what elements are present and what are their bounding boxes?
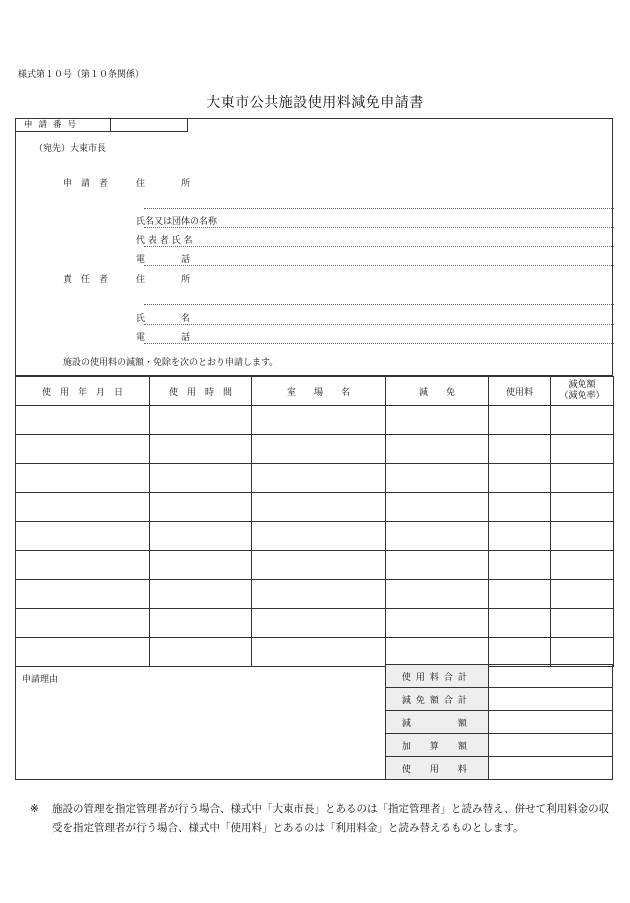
- request-text: 施設の使用料の減額・免除を次のとおり申請します。: [63, 358, 279, 368]
- table-cell[interactable]: [489, 493, 551, 522]
- dotted-line: [144, 304, 614, 305]
- table-cell[interactable]: [252, 551, 386, 580]
- table-cell[interactable]: [386, 406, 489, 435]
- summary-label: 減 額: [386, 711, 489, 734]
- dotted-line: [144, 208, 614, 209]
- col-reduction-rate: （減免率）: [559, 391, 605, 401]
- table-cell[interactable]: [551, 609, 614, 638]
- usage-table: [15, 376, 614, 667]
- table-cell[interactable]: [16, 609, 150, 638]
- table-cell[interactable]: [551, 435, 614, 464]
- addressee: （宛先）大東市長: [34, 144, 107, 154]
- table-cell[interactable]: [551, 406, 614, 435]
- table-cell[interactable]: [386, 609, 489, 638]
- summary-value[interactable]: [488, 688, 612, 711]
- applicant-name-label: 氏名又は団体の名称: [136, 217, 218, 227]
- note-mark: ※: [30, 803, 39, 815]
- summary-label: 減免額合計: [386, 688, 489, 711]
- application-number: [15, 118, 188, 132]
- table-cell[interactable]: [150, 493, 252, 522]
- table-cell[interactable]: [150, 609, 252, 638]
- table-cell[interactable]: [150, 406, 252, 435]
- application-number-field[interactable]: [111, 119, 187, 131]
- table-cell[interactable]: [16, 435, 150, 464]
- table-row: [16, 493, 614, 522]
- applicant-rep-label: 代 表 者 氏 名: [136, 236, 193, 246]
- table-cell[interactable]: [386, 464, 489, 493]
- table-cell[interactable]: [551, 464, 614, 493]
- table-cell[interactable]: [252, 464, 386, 493]
- table-cell[interactable]: [489, 522, 551, 551]
- table-cell[interactable]: [489, 464, 551, 493]
- table-cell[interactable]: [551, 522, 614, 551]
- col-exemption: 減 免: [386, 377, 489, 406]
- col-usage-date: 使 用 年 月 日: [16, 377, 150, 406]
- table-cell[interactable]: [386, 435, 489, 464]
- reason-label: 申請理由: [22, 675, 59, 685]
- table-cell[interactable]: [16, 464, 150, 493]
- dotted-line: [144, 265, 614, 266]
- table-cell[interactable]: [16, 638, 150, 667]
- table-cell[interactable]: [16, 580, 150, 609]
- col-reduction-amount: 減免額: [568, 380, 596, 390]
- table-cell[interactable]: [16, 493, 150, 522]
- col-room-name: 室 場 名: [252, 377, 386, 406]
- table-cell[interactable]: [16, 551, 150, 580]
- table-row: [16, 464, 614, 493]
- table-row: [16, 435, 614, 464]
- table-row: [386, 734, 613, 757]
- applicant-address-label: 住 所: [136, 179, 191, 189]
- table-cell[interactable]: [150, 435, 252, 464]
- table-cell[interactable]: [386, 522, 489, 551]
- table-cell[interactable]: [386, 638, 489, 667]
- application-number-label: 申請番号: [16, 119, 111, 131]
- applicant-section: [15, 118, 613, 376]
- dotted-line: [144, 343, 614, 344]
- responsible-name-label: 氏 名: [136, 314, 191, 324]
- table-row: [386, 688, 613, 711]
- applicant-role: 申 請 者: [63, 179, 109, 189]
- footnote: [30, 800, 615, 838]
- table-cell[interactable]: [489, 406, 551, 435]
- table-cell[interactable]: [489, 551, 551, 580]
- table-cell[interactable]: [252, 609, 386, 638]
- table-cell[interactable]: [386, 551, 489, 580]
- table-cell[interactable]: [150, 464, 252, 493]
- table-row: [386, 757, 613, 780]
- applicant-phone-label: 電 話: [136, 255, 191, 265]
- reason-box[interactable]: [15, 664, 387, 780]
- summary-table: [385, 664, 613, 780]
- table-cell[interactable]: [252, 580, 386, 609]
- summary-label: 使用料合計: [386, 665, 489, 688]
- form-number: 様式第１０号（第１０条関係）: [18, 70, 145, 80]
- responsible-address-label: 住 所: [136, 275, 191, 285]
- col-reduction: [551, 377, 614, 406]
- table-cell[interactable]: [16, 522, 150, 551]
- table-cell[interactable]: [252, 406, 386, 435]
- table-row: [16, 551, 614, 580]
- responsible-phone-label: 電 話: [136, 333, 191, 343]
- table-header-row: [16, 377, 614, 406]
- table-row: [386, 665, 613, 688]
- table-cell[interactable]: [551, 493, 614, 522]
- table-cell[interactable]: [386, 580, 489, 609]
- table-cell[interactable]: [150, 551, 252, 580]
- summary-value[interactable]: [488, 665, 612, 688]
- table-cell[interactable]: [551, 638, 614, 667]
- dotted-line: [144, 227, 614, 228]
- table-cell[interactable]: [16, 406, 150, 435]
- table-cell[interactable]: [252, 638, 386, 667]
- col-fee: 使用料: [489, 377, 551, 406]
- table-row: [16, 580, 614, 609]
- table-cell[interactable]: [252, 522, 386, 551]
- summary-value[interactable]: [488, 757, 612, 780]
- table-row: [16, 638, 614, 667]
- table-row: [16, 609, 614, 638]
- summary-value[interactable]: [488, 734, 612, 757]
- table-cell[interactable]: [150, 522, 252, 551]
- table-cell[interactable]: [489, 638, 551, 667]
- summary-label: 加 算 額: [386, 734, 489, 757]
- note-text: 施設の管理を指定管理者が行う場合、様式中「大東市長」とあるのは「指定管理者」と読み替え、併せて利用料金の収受を指定管理者が行う場合、様式中「使用料」とあるのは「利用料金」と読み替えるものとします。: [52, 803, 610, 834]
- table-cell[interactable]: [489, 435, 551, 464]
- summary-section: [15, 664, 613, 780]
- table-cell[interactable]: [551, 551, 614, 580]
- table-row: [16, 522, 614, 551]
- table-cell[interactable]: [386, 493, 489, 522]
- table-cell[interactable]: [150, 580, 252, 609]
- table-cell[interactable]: [252, 435, 386, 464]
- table-cell[interactable]: [150, 638, 252, 667]
- summary-value[interactable]: [488, 711, 612, 734]
- summary-label: 使 用 料: [386, 757, 489, 780]
- table-cell[interactable]: [252, 493, 386, 522]
- table-row: [386, 711, 613, 734]
- table-cell[interactable]: [489, 609, 551, 638]
- dotted-line: [144, 324, 614, 325]
- responsible-role: 責 任 者: [63, 275, 109, 285]
- table-row: [16, 406, 614, 435]
- col-usage-time: 使 用 時 間: [150, 377, 252, 406]
- page-title: 大東市公共施設使用料減免申請書: [206, 95, 424, 111]
- table-cell[interactable]: [551, 580, 614, 609]
- dotted-line: [144, 246, 614, 247]
- table-cell[interactable]: [489, 580, 551, 609]
